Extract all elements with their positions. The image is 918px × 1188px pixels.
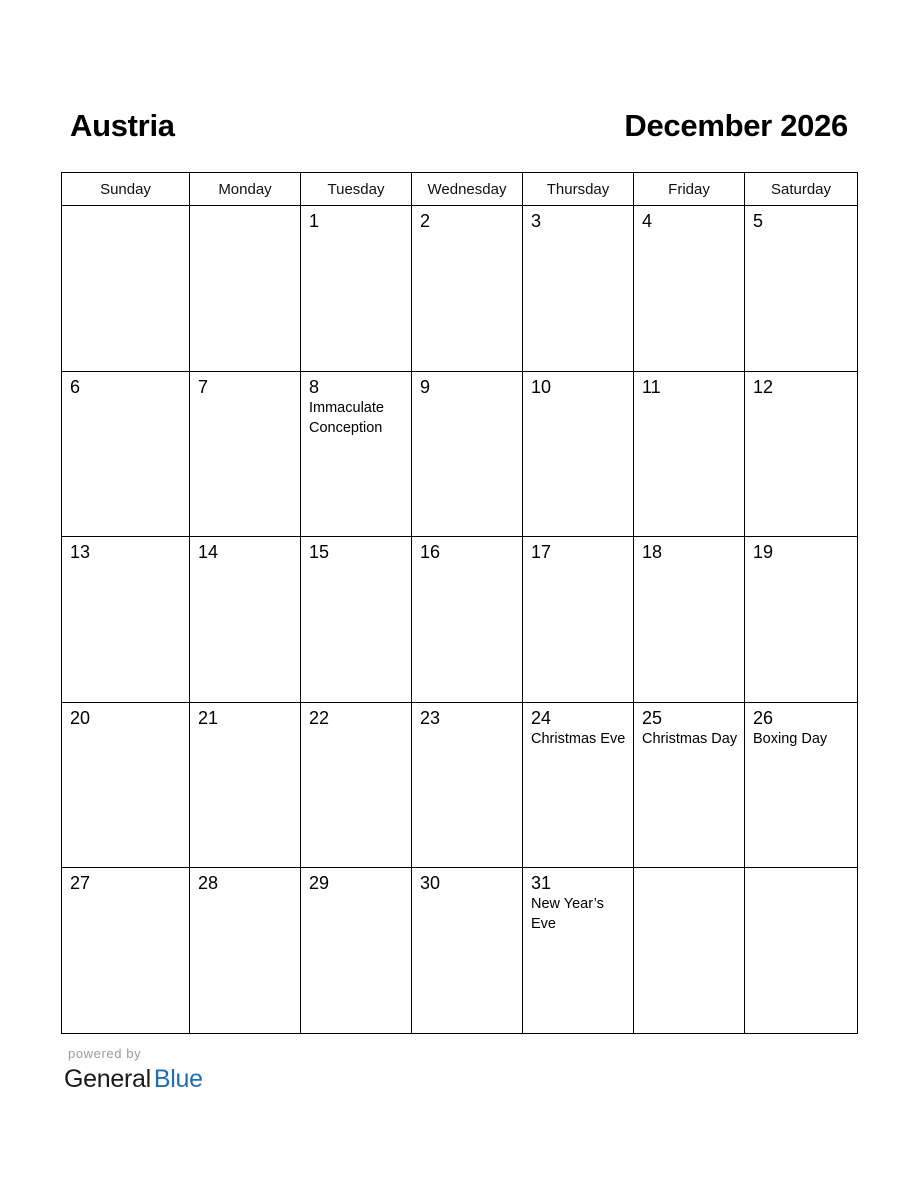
day-cell: [62, 702, 190, 868]
day-cell: [523, 206, 634, 372]
day-cell: [190, 206, 301, 372]
week-row: [62, 371, 858, 537]
day-number: 29: [309, 873, 330, 894]
day-number: 9: [420, 376, 431, 397]
day-cell: [523, 868, 634, 1034]
day-number: 6: [70, 376, 81, 397]
day-number: 14: [198, 542, 219, 563]
day-number: 22: [309, 707, 330, 728]
day-number: 13: [70, 542, 91, 563]
day-cell: [412, 868, 523, 1034]
holiday-label: Immaculate Conception: [309, 399, 384, 436]
day-cell: [190, 371, 301, 537]
day-number: 27: [70, 873, 91, 894]
day-cell: [634, 702, 745, 868]
day-cell: [745, 702, 858, 868]
day-cell: [190, 702, 301, 868]
day-cell: [62, 537, 190, 703]
day-number: 24: [531, 707, 552, 728]
day-number: 20: [70, 707, 91, 728]
holiday-label: Boxing Day: [753, 730, 828, 747]
month-year-title: December 2026: [624, 108, 848, 143]
day-cell: [745, 206, 858, 372]
brand-blue-text: Blue: [153, 1065, 203, 1093]
country-title: Austria: [70, 108, 175, 143]
day-number: 30: [420, 873, 441, 894]
day-cell: [62, 206, 190, 372]
day-number: 5: [753, 211, 764, 231]
day-number: 17: [531, 542, 552, 563]
day-cell: [190, 537, 301, 703]
day-cell: [523, 537, 634, 703]
week-row: [62, 206, 858, 372]
day-cell: [523, 371, 634, 537]
weekday-header-saturday: Saturday: [745, 173, 858, 206]
day-number: 19: [753, 542, 774, 563]
day-number: 10: [531, 376, 552, 397]
day-number: 7: [198, 376, 209, 397]
day-cell: [412, 702, 523, 868]
day-cell: [301, 537, 412, 703]
generalblue-logo[interactable]: [64, 1064, 203, 1094]
holiday-label: Christmas Eve: [531, 730, 626, 747]
day-cell: [301, 702, 412, 868]
day-number: 18: [642, 542, 663, 563]
day-number: 15: [309, 542, 330, 563]
day-cell: [634, 371, 745, 537]
calendar-grid: [61, 172, 858, 1034]
weekday-header-monday: Monday: [190, 173, 301, 206]
day-cell: [301, 371, 412, 537]
day-cell: [745, 371, 858, 537]
day-cell: [634, 537, 745, 703]
day-number: 4: [642, 211, 653, 231]
brand-general-text: General: [64, 1065, 151, 1093]
day-cell: [301, 206, 412, 372]
day-cell: [62, 868, 190, 1034]
day-number: 1: [309, 211, 320, 231]
weekday-header-thursday: Thursday: [523, 173, 634, 206]
day-cell: [62, 371, 190, 537]
day-number: 23: [420, 707, 441, 728]
day-cell: [412, 206, 523, 372]
day-number: 31: [531, 873, 552, 894]
day-cell: [190, 868, 301, 1034]
day-number: 11: [642, 376, 661, 397]
day-cell: [634, 206, 745, 372]
day-cell: [412, 371, 523, 537]
weekday-header-sunday: Sunday: [62, 173, 190, 206]
holiday-label: New Year’s Eve: [531, 896, 604, 933]
powered-by-text: powered by: [68, 1046, 142, 1061]
day-cell: [523, 702, 634, 868]
weekday-header-row: [62, 173, 858, 206]
day-number: 16: [420, 542, 441, 563]
week-row: [62, 537, 858, 703]
page-header: [62, 104, 857, 148]
day-number: 8: [309, 376, 320, 397]
week-row: [62, 868, 858, 1034]
day-number: 28: [198, 873, 219, 894]
day-number: 12: [753, 376, 774, 397]
holiday-label: Christmas Day: [642, 730, 738, 747]
weekday-header-tuesday: Tuesday: [301, 173, 412, 206]
day-number: 21: [198, 707, 219, 728]
day-cell: [301, 868, 412, 1034]
weekday-header-wednesday: Wednesday: [412, 173, 523, 206]
day-cell: [745, 537, 858, 703]
footer-branding: [64, 1046, 203, 1094]
day-cell: [745, 868, 858, 1034]
day-number: 2: [420, 211, 431, 231]
weekday-header-friday: Friday: [634, 173, 745, 206]
day-number: 3: [531, 211, 542, 231]
day-cell: [634, 868, 745, 1034]
day-number: 25: [642, 707, 663, 728]
day-cell: [412, 537, 523, 703]
day-number: 26: [753, 707, 774, 728]
week-row: [62, 702, 858, 868]
